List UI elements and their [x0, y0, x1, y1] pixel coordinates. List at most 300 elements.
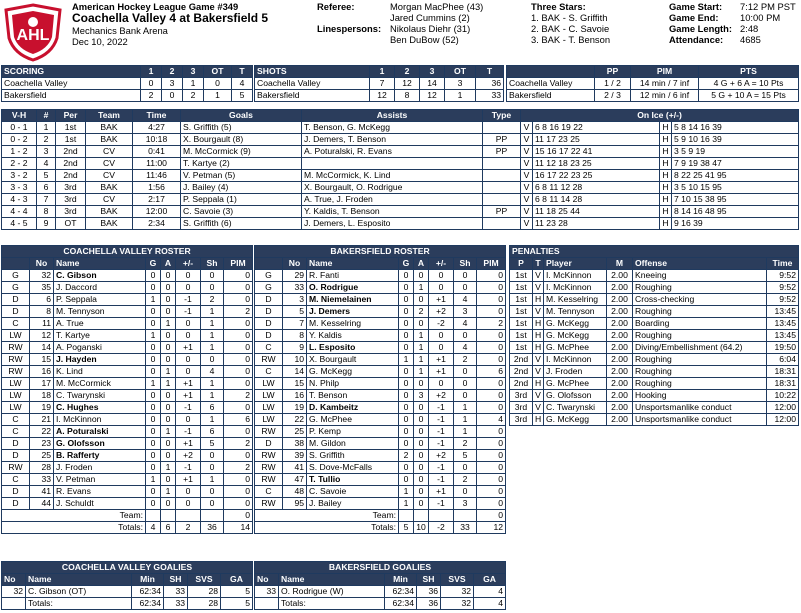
penalty-row-cell: 2.00 — [607, 354, 633, 366]
cv-goalies-header — [2, 574, 253, 586]
roster-row-cell: J. Froden — [54, 462, 146, 474]
roster-row-cell: T. Kartye — [54, 330, 146, 342]
goal-row-cell: 10:18 — [133, 134, 181, 146]
bak-goalies-header — [255, 574, 506, 586]
roster-row-cell: J. Bailey — [307, 498, 399, 510]
roster-row-cell: S. Griffith — [307, 450, 399, 462]
roster-row-cell: 0 — [176, 498, 201, 510]
cv-roster-header — [2, 258, 253, 270]
roster-row-cell: C — [2, 474, 30, 486]
roster-row-cell: 6 — [201, 402, 224, 414]
roster-row — [255, 378, 506, 390]
goal-row-cell: 16 17 22 23 25 — [533, 170, 660, 182]
goal-row-cell: PP — [483, 146, 521, 158]
scoring-row-cell: 1 — [183, 78, 204, 90]
penalty-row-cell: 9:52 — [767, 270, 799, 282]
roster-row-cell: 0 — [176, 414, 201, 426]
roster-row-cell: 0 — [399, 342, 414, 354]
penalty-row-cell: Boarding — [633, 318, 767, 330]
goal-row-cell: M. McCormick (9) — [181, 146, 302, 158]
goal-row-cell: M. McCormick, K. Lind — [302, 170, 483, 182]
penalties-col: P — [510, 258, 533, 270]
goal-row-cell: 9 — [37, 218, 56, 230]
roster-row-cell: 0 — [161, 294, 176, 306]
goal-row-cell: BAK — [86, 134, 133, 146]
roster-row-cell: +2 — [176, 450, 201, 462]
roster-row-cell: 0 — [201, 486, 224, 498]
penalty-row-cell: 6:04 — [767, 354, 799, 366]
roster-row-cell: 1 — [161, 318, 176, 330]
team-cell: 0 — [224, 510, 253, 522]
roster-row-cell: 1 — [201, 378, 224, 390]
roster-row-cell: I. McKinnon — [54, 414, 146, 426]
roster-col — [2, 258, 30, 270]
roster-row-cell: 0 — [477, 270, 506, 282]
roster-row-cell: -1 — [429, 414, 454, 426]
roster-row-cell: 0 — [224, 366, 253, 378]
goal-row — [2, 170, 799, 182]
goal-row-cell: V — [521, 134, 533, 146]
roster-row-cell: 25 — [283, 426, 307, 438]
goal-row-cell: 5 9 10 16 39 — [672, 134, 799, 146]
penalty-row-cell: 2.00 — [607, 270, 633, 282]
roster-col: G — [399, 258, 414, 270]
roster-row-cell: 0 — [429, 330, 454, 342]
penalty-row-cell: V — [533, 282, 544, 294]
roster-row-cell: 2 — [224, 462, 253, 474]
roster-row-cell: +1 — [176, 474, 201, 486]
goal-row-cell: A. True, J. Froden — [302, 194, 483, 206]
roster-row-cell: 0 — [477, 330, 506, 342]
roster-row-cell: 0 — [201, 498, 224, 510]
roster-row-cell: +1 — [429, 294, 454, 306]
goal-row-cell: 11 18 25 44 — [533, 206, 660, 218]
roster-row-cell: 1 — [161, 486, 176, 498]
roster-row-cell: G — [2, 282, 30, 294]
bak-goalies-title: BAKERSFIELD GOALIES — [255, 562, 506, 574]
roster-row-cell: -1 — [176, 426, 201, 438]
scoring-row-cell: 0 — [204, 78, 232, 90]
penalty-row-cell: M. Kesselring — [544, 294, 607, 306]
roster-row-cell: LW — [2, 390, 30, 402]
roster-row-cell: 0 — [477, 426, 506, 438]
roster-row — [2, 330, 253, 342]
roster-row-cell: K. Lind — [54, 366, 146, 378]
penalty-row-cell: Roughing — [633, 354, 767, 366]
game-end: 10:00 PM — [740, 12, 781, 23]
roster-row-cell: 0 — [224, 474, 253, 486]
roster-row-cell: O. Rodrigue — [307, 282, 399, 294]
shots-row-cell: 7 — [370, 78, 395, 90]
goal-row-cell — [483, 122, 521, 134]
roster-row-cell: 0 — [201, 450, 224, 462]
roster-row-cell: 1 — [146, 294, 161, 306]
powerplay-row-cell: 5 G + 10 A = 15 Pts — [699, 90, 799, 102]
roster-row-cell: G — [255, 282, 283, 294]
roster-row-cell: 0 — [146, 342, 161, 354]
roster-row-cell: 0 — [176, 354, 201, 366]
shots-row-cell: 36 — [476, 78, 504, 90]
penalty-row-cell: V — [533, 402, 544, 414]
roster-row-cell: 0 — [399, 366, 414, 378]
roster-row-cell: R. Fanti — [307, 270, 399, 282]
goal-row-cell: 3 — [37, 146, 56, 158]
roster-row-cell: 95 — [283, 498, 307, 510]
totals-cell: 36 — [417, 598, 441, 610]
goalie-row-cell: 36 — [417, 586, 441, 598]
roster-row-cell: D — [2, 294, 30, 306]
roster-row-cell: 2 — [477, 318, 506, 330]
roster-row-cell: -1 — [429, 402, 454, 414]
officials-names — [390, 1, 483, 45]
scoring-row-cell: 0 — [162, 90, 183, 102]
roster-row-cell: 1 — [399, 498, 414, 510]
goal-row-cell: 4 - 4 — [2, 206, 37, 218]
shots-row — [255, 90, 504, 102]
roster-row-cell: 0 — [399, 390, 414, 402]
goals-col: # — [37, 110, 56, 122]
roster-row — [255, 498, 506, 510]
roster-row-cell: 0 — [224, 282, 253, 294]
referee-2: Jared Cummins (2) — [390, 12, 470, 23]
goal-row-cell: H — [660, 182, 672, 194]
goal-row-cell: CV — [86, 146, 133, 158]
team-cell — [176, 510, 201, 522]
penalty-row-cell: 2.00 — [607, 414, 633, 426]
roster-row-cell: 0 — [414, 414, 429, 426]
penalty-row-cell: 2.00 — [607, 378, 633, 390]
roster-row-cell: 0 — [477, 378, 506, 390]
roster-row-cell: -1 — [429, 474, 454, 486]
penalty-row-cell: G. McPhee — [544, 342, 607, 354]
penalties-header — [510, 258, 799, 270]
penalty-row-cell: G. Olofsson — [544, 390, 607, 402]
roster-row-cell: 4 — [477, 414, 506, 426]
roster-row-cell: 0 — [414, 402, 429, 414]
roster-row-cell: 0 — [201, 462, 224, 474]
goal-row-cell: 3 5 9 19 — [672, 146, 799, 158]
roster-row-cell: J. Hayden — [54, 354, 146, 366]
roster-row-cell: M. Tennyson — [54, 306, 146, 318]
goal-row-cell: 11:46 — [133, 170, 181, 182]
roster-row-cell: 1 — [454, 426, 477, 438]
goal-row-cell: BAK — [86, 122, 133, 134]
roster-row-cell: +1 — [176, 390, 201, 402]
roster-row-cell: 4 — [454, 294, 477, 306]
roster-row-cell: LW — [255, 378, 283, 390]
scoring-row — [2, 78, 253, 90]
roster-row-cell: 15 — [283, 378, 307, 390]
roster-row-cell: G — [255, 270, 283, 282]
roster-row-cell: 0 — [176, 366, 201, 378]
roster-row-cell: 1 — [146, 474, 161, 486]
goals-header — [2, 110, 799, 122]
goal-row-cell: P. Seppala (1) — [181, 194, 302, 206]
penalty-row-cell: 10:22 — [767, 390, 799, 402]
roster-col: Name — [54, 258, 146, 270]
roster-row-cell: 0 — [477, 390, 506, 402]
penalty-row-cell: G. McKegg — [544, 318, 607, 330]
goal-row-cell: 4 - 5 — [2, 218, 37, 230]
roster-row-cell: +2 — [429, 450, 454, 462]
roster-row-cell: 1 — [201, 474, 224, 486]
roster-row-cell: 0 — [399, 318, 414, 330]
roster-row — [2, 462, 253, 474]
roster-row-cell: C — [2, 426, 30, 438]
powerplay-row-cell: 12 min / 6 inf — [631, 90, 699, 102]
roster-row-cell: 5 — [201, 438, 224, 450]
shots-table — [254, 65, 504, 102]
roster-col: Sh — [201, 258, 224, 270]
roster-row — [255, 402, 506, 414]
roster-row-cell: -1 — [429, 426, 454, 438]
roster-row-cell: 29 — [283, 270, 307, 282]
powerplay-header — [507, 66, 799, 78]
totals-cell: 36 — [201, 522, 224, 534]
roster-row-cell: 6 — [201, 426, 224, 438]
roster-row-cell: 0 — [414, 270, 429, 282]
goal-row-cell: PP — [483, 206, 521, 218]
roster-row-cell: 6 — [477, 366, 506, 378]
attendance-label: Attendance: — [669, 34, 724, 45]
goals-col: Goals — [181, 110, 302, 122]
roster-row-cell: 0 — [414, 438, 429, 450]
team-cell — [146, 510, 161, 522]
goal-row-cell: 5 8 14 16 39 — [672, 122, 799, 134]
goal-row-cell — [483, 158, 521, 170]
shots-row — [255, 78, 504, 90]
goal-row — [2, 146, 799, 158]
roster-row-cell: 0 — [146, 282, 161, 294]
penalty-row — [510, 378, 799, 390]
roster-row-cell: 0 — [399, 306, 414, 318]
penalty-row-cell: 18:31 — [767, 378, 799, 390]
goal-row-cell: V — [521, 218, 533, 230]
cv-goalies-table — [1, 561, 253, 610]
matchup-title: Coachella Valley 4 at Bakersfield 5 — [72, 11, 269, 25]
goal-row-cell: V — [521, 158, 533, 170]
roster-row-cell: 7 — [283, 318, 307, 330]
roster-row — [2, 426, 253, 438]
roster-row-cell: 5 — [283, 306, 307, 318]
goal-row-cell: 4:27 — [133, 122, 181, 134]
roster-row-cell: C. Savoie — [307, 486, 399, 498]
roster-row-cell: M. Gildon — [307, 438, 399, 450]
roster-row-cell: J. Daccord — [54, 282, 146, 294]
roster-row-cell: RW — [2, 342, 30, 354]
roster-row-cell: 1 — [414, 282, 429, 294]
penalties-col: T — [533, 258, 544, 270]
goals-col: V-H — [2, 110, 37, 122]
roster-row-cell: 38 — [283, 438, 307, 450]
roster-row-cell: 0 — [146, 450, 161, 462]
goal-row-cell: 1st — [56, 134, 86, 146]
roster-row-cell: LW — [2, 378, 30, 390]
penalty-row-cell: Hooking — [633, 390, 767, 402]
goal-row-cell: 3rd — [56, 194, 86, 206]
cv-goalies-title-row — [2, 562, 253, 574]
penalty-row-cell: H — [533, 378, 544, 390]
goalie-row-cell: 5 — [221, 586, 253, 598]
roster-row-cell: 0 — [201, 282, 224, 294]
goal-row-cell: C. Savoie (3) — [181, 206, 302, 218]
penalty-row-cell: Roughing — [633, 330, 767, 342]
roster-row-cell: 0 — [414, 294, 429, 306]
roster-row-cell: 4 — [454, 342, 477, 354]
scoring-col: T — [232, 66, 253, 78]
goal-row-cell: 3 - 3 — [2, 182, 37, 194]
penalty-row-cell: 2.00 — [607, 306, 633, 318]
roster-row-cell: M. Kesselring — [307, 318, 399, 330]
bak-roster-title-row — [255, 246, 506, 258]
penalty-row-cell: 19:50 — [767, 342, 799, 354]
roster-row-cell: 1 — [414, 354, 429, 366]
roster-row-cell: RW — [255, 474, 283, 486]
roster-row-cell: +1 — [429, 354, 454, 366]
powerplay-table — [506, 65, 799, 102]
roster-row-cell: D — [255, 318, 283, 330]
goal-row-cell: 0 - 1 — [2, 122, 37, 134]
powerplay-col: PIM — [631, 66, 699, 78]
roster-row-cell: 8 — [283, 330, 307, 342]
penalty-row-cell: 9:52 — [767, 282, 799, 294]
scoring-table — [1, 65, 253, 102]
roster-row-cell: 0 — [224, 426, 253, 438]
game-length-label: Game Length: — [669, 23, 733, 34]
roster-row-cell: 0 — [454, 330, 477, 342]
roster-row-cell: 3 — [454, 306, 477, 318]
goalie-totals-blank — [2, 598, 26, 610]
roster-row-cell: LW — [255, 414, 283, 426]
roster-row-cell: D. Kambeitz — [307, 402, 399, 414]
roster-row-cell: 0 — [224, 330, 253, 342]
roster-row-cell: 1 — [201, 342, 224, 354]
goal-row-cell: 3rd — [56, 206, 86, 218]
roster-row-cell: G. McKegg — [307, 366, 399, 378]
totals-cell: 5 — [399, 522, 414, 534]
roster-row-cell: 0 — [161, 306, 176, 318]
three-stars-label: Three Stars: — [531, 1, 586, 12]
powerplay-blank — [507, 66, 595, 78]
goal-row-cell: V — [521, 170, 533, 182]
roster-row-cell: 15 — [30, 354, 54, 366]
roster-row-cell: 0 — [201, 354, 224, 366]
roster-row-cell: 10 — [283, 354, 307, 366]
goal-row-cell — [483, 194, 521, 206]
roster-row-cell: 0 — [161, 474, 176, 486]
penalty-row — [510, 270, 799, 282]
roster-row-cell: 0 — [429, 342, 454, 354]
roster-row-cell: 0 — [146, 414, 161, 426]
roster-row-cell: 1 — [399, 486, 414, 498]
game-time-values — [740, 1, 796, 45]
goalie-totals-blank — [255, 598, 279, 610]
goal-row-cell: 9 16 39 — [672, 218, 799, 230]
attendance: 4685 — [740, 34, 761, 45]
penalty-row-cell: 1st — [510, 270, 533, 282]
goal-row-cell: 2:34 — [133, 218, 181, 230]
roster-row-cell: RW — [255, 462, 283, 474]
goal-row-cell: PP — [483, 134, 521, 146]
goal-row-cell — [483, 218, 521, 230]
totals-cell: 2 — [176, 522, 201, 534]
roster-row-cell: 0 — [224, 318, 253, 330]
roster-row-cell: -1 — [429, 438, 454, 450]
bak-roster-title: BAKERSFIELD ROSTER — [255, 246, 506, 258]
penalty-row-cell: J. Froden — [544, 366, 607, 378]
roster-row — [255, 450, 506, 462]
roster-row-cell: 5 — [454, 450, 477, 462]
roster-row-cell: 1 — [161, 378, 176, 390]
roster-row-cell: 2 — [454, 354, 477, 366]
goal-row-cell: 11 12 18 23 25 — [533, 158, 660, 170]
penalty-row — [510, 414, 799, 426]
shots-header — [255, 66, 504, 78]
roster-row-cell: R. Evans — [54, 486, 146, 498]
roster-row-cell: 6 — [224, 414, 253, 426]
roster-row-cell: D — [2, 498, 30, 510]
roster-row-cell: C. Hughes — [54, 402, 146, 414]
goal-row — [2, 182, 799, 194]
roster-row-cell: 0 — [176, 330, 201, 342]
scoring-row-cell: 3 — [162, 78, 183, 90]
roster-row-cell: B. Rafferty — [54, 450, 146, 462]
roster-row-cell: 1 — [201, 318, 224, 330]
roster-row-cell: 0 — [414, 426, 429, 438]
roster-row-cell: 0 — [477, 498, 506, 510]
roster-row-cell: 0 — [201, 270, 224, 282]
goal-row-cell: 1st — [56, 122, 86, 134]
goal-row-cell: J. Demers, L. Esposito — [302, 218, 483, 230]
shots-row-cell: Bakersfield — [255, 90, 370, 102]
penalty-row — [510, 318, 799, 330]
roster-row-cell: 0 — [161, 414, 176, 426]
goal-row-cell: 6 8 11 12 28 — [533, 182, 660, 194]
goals-col-on-ice: On Ice (+/-) — [521, 110, 799, 122]
roster-row-cell: 41 — [30, 486, 54, 498]
roster-row-cell: RW — [255, 354, 283, 366]
penalty-row-cell: 2.00 — [607, 390, 633, 402]
totals-cell: 62:34 — [385, 598, 417, 610]
roster-row-cell: 0 — [146, 354, 161, 366]
penalty-row — [510, 366, 799, 378]
roster-row-cell: 0 — [477, 354, 506, 366]
team-cell — [161, 510, 176, 522]
roster-col: No — [30, 258, 54, 270]
roster-row-cell: 39 — [283, 450, 307, 462]
roster-row-cell: 0 — [477, 474, 506, 486]
roster-row-cell: 0 — [161, 438, 176, 450]
roster-row-cell: 25 — [30, 450, 54, 462]
roster-row-cell: 0 — [399, 414, 414, 426]
roster-row — [255, 342, 506, 354]
goal-row-cell: 5 — [37, 170, 56, 182]
roster-col: +/- — [429, 258, 454, 270]
goal-row — [2, 122, 799, 134]
roster-row-cell: -1 — [429, 462, 454, 474]
team-cell — [399, 510, 414, 522]
roster-row-cell: 48 — [283, 486, 307, 498]
roster-row-cell: D — [255, 306, 283, 318]
game-start-label: Game Start: — [669, 1, 723, 12]
roster-col: Name — [307, 258, 399, 270]
totals-cell: 5 — [221, 598, 253, 610]
penalty-row-cell: 18:31 — [767, 366, 799, 378]
shots-col: 3 — [420, 66, 445, 78]
roster-row-cell: 0 — [454, 486, 477, 498]
penalties-col: M — [607, 258, 633, 270]
roster-row-cell: 0 — [399, 282, 414, 294]
